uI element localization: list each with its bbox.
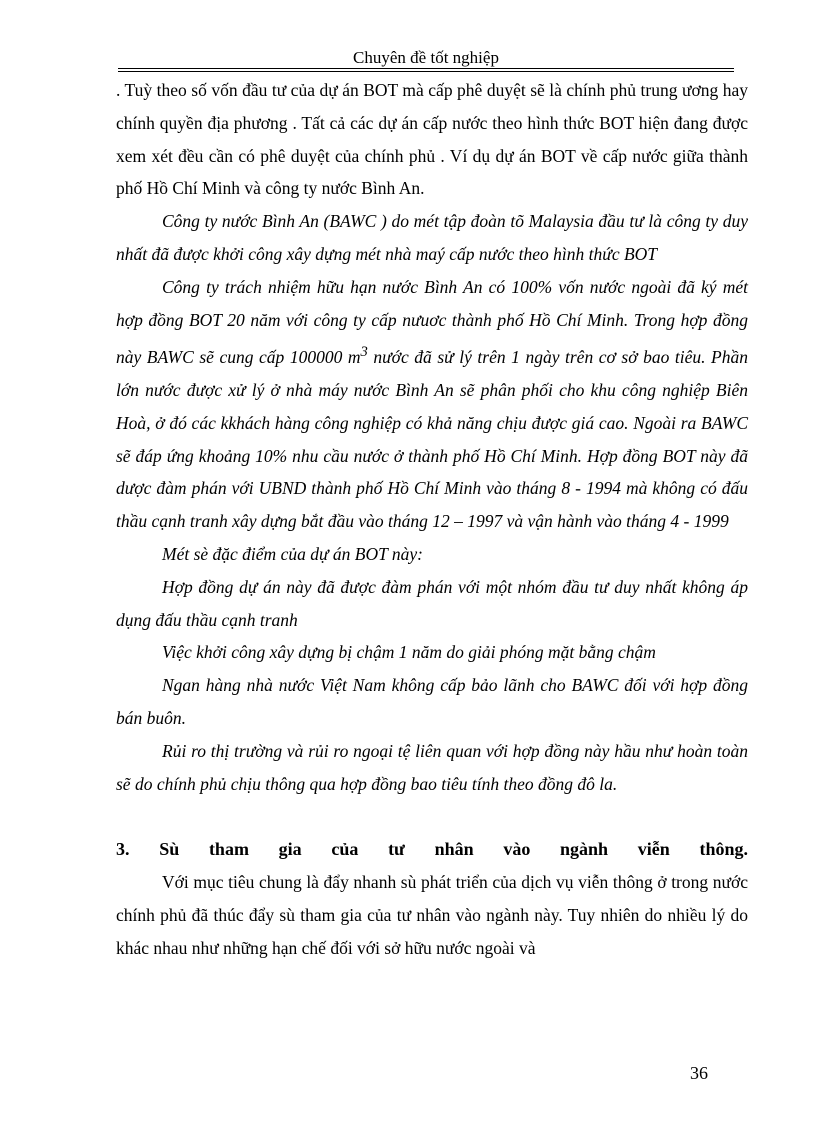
- paragraph-bot-approval: . Tuỳ theo số vốn đầu tư của dự án BOT mà cấp phê duyệt sẽ là chính phủ trung ương hay chính quyền địa phương . Tất cả các dự án cấp nước theo hình thức BOT hiện đang được xem xét đều cần có phê duyệt của chính phủ . Ví dụ dự án BOT về cấp nước giữa thành phố Hồ Chí Minh và công ty nước Bình An.: [116, 80, 748, 199]
- paragraph-feature-risk: Rủi ro thị trường và rủi ro ngoại tệ liên quan với hợp đồng này hầu như hoàn toàn sẽ do chính phủ chịu thông qua hợp đồng bao tiêu tính theo đồng đô la.: [116, 740, 748, 794]
- heading-word: gia: [278, 839, 302, 860]
- page-number: 36: [690, 1063, 708, 1083]
- header-rule: [118, 68, 734, 72]
- superscript-cubic: 3: [360, 344, 368, 361]
- running-header: Chuyên đề tốt nghiệp: [353, 48, 499, 67]
- heading-word: vào: [503, 839, 531, 860]
- body-text: [116, 74, 748, 964]
- heading-word: viễn: [637, 839, 670, 860]
- paragraph-feature-guarantee: Ngan hàng nhà nước Việt Nam không cấp bảo lãnh cho BAWC đối với hợp đồng bán buôn.: [116, 675, 748, 728]
- paragraph-feature-delay: Việc khởi công xây dựng bị chậm 1 năm do giải phóng mặt bằng chậm: [162, 642, 656, 663]
- heading-word: thông.: [699, 839, 748, 860]
- blank-line: [116, 800, 748, 833]
- paragraph-bawc-intro: Công ty nước Bình An (BAWC ) do mét tập đoàn tõ Malaysia đầu tư là công ty duy nhất đã được khởi công xây dựng mét nhà maý cấp nước theo hình thức BOT: [116, 211, 748, 264]
- heading-word: tư: [388, 839, 405, 860]
- heading-word: của: [331, 839, 359, 860]
- heading-word: tham: [208, 839, 249, 860]
- paragraph-feature-negotiation: Hợp đồng dự án này đã được đàm phán với một nhóm đầu tư duy nhất không áp dụng đấu thầu cạnh tranh: [116, 576, 748, 630]
- heading-word: nhân: [434, 839, 474, 860]
- heading-word: Sù: [159, 839, 180, 860]
- heading-word: ngành: [560, 839, 609, 860]
- contract-text-part-2: nước đã sử lý trên 1 ngày trên cơ sở bao tiêu. Phần lớn nước được xử lý ở nhà máy nước Bình An sẽ phân phối cho khu công nghiệp Biên Hoà, ở đó các kkhách hàng công nghiệp có khả năng chịu được giá cao. Ngoài ra BAWC sẽ đáp ứng khoảng 10% nhu cầu nước ở thành phố Hồ Chí Minh. Hợp đồng BOT này đã dược đàm phán với UBND thành phố Hồ Chí Minh vào tháng 8 - 1994 mà không có đấu thầu cạnh tranh xây dựng bắt đầu vào tháng 12 – 1997 và vận hành vào tháng 4 - 1999: [116, 347, 748, 532]
- contract-text-part-1: Công ty trách nhiệm hữu hạn nước Bình An có 100% vốn nước ngoài đã ký mét hợp đồng BOT 20 năm với công ty cấp nưuơc thành phố Hồ Chí Minh. Trong hợp đồng này BAWC sẽ cung cấp 100000 m: [116, 276, 748, 368]
- paragraph-bawc-contract: [116, 271, 748, 538]
- paragraph-features-intro: Mét sè đặc điểm của dự án BOT này:: [162, 543, 423, 564]
- section-heading-telecom: [116, 833, 748, 866]
- heading-word: 3.: [116, 839, 130, 860]
- paragraph-telecom: Với mục tiêu chung là đẩy nhanh sù phát triển của dịch vụ viễn thông ở trong nước chính phủ đã thúc đẩy sù tham gia của tư nhân vào ngành này. Tuy nhiên do nhiều lý do khác nhau như những hạn chế đối với sở hữu nước ngoài và: [116, 871, 748, 958]
